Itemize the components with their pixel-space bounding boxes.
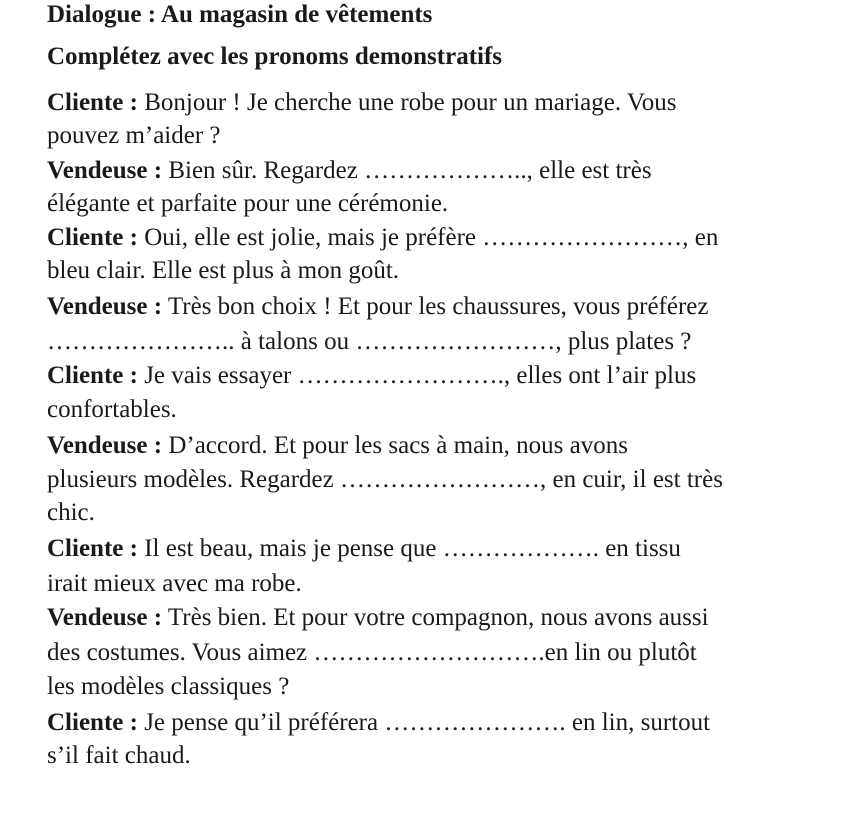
line-text: confortables. bbox=[47, 396, 177, 423]
line-text: Il est beau, mais je pense que ………………. en tissu bbox=[137, 535, 681, 562]
line-text: irait mieux avec ma robe. bbox=[47, 570, 302, 597]
dialogue-line bbox=[47, 465, 723, 495]
instruction-heading: Complétez avec les pronoms demonstratifs bbox=[47, 43, 503, 70]
line-text: des costumes. Vous aimez ……………………….en lin ou plutôt bbox=[47, 639, 697, 666]
dialogue-line bbox=[47, 498, 95, 528]
dialogue-line bbox=[47, 741, 191, 771]
line-text: bleu clair. Elle est plus à mon goût. bbox=[47, 257, 400, 284]
dialogue-line bbox=[47, 708, 710, 738]
speaker-label: Vendeuse : bbox=[47, 604, 163, 631]
dialogue-line bbox=[47, 189, 448, 219]
dialogue-line bbox=[47, 223, 718, 253]
dialogue-line bbox=[47, 431, 628, 461]
speaker-label: Cliente : bbox=[47, 362, 138, 389]
dialogue-line bbox=[47, 569, 302, 599]
line-text: chic. bbox=[47, 499, 95, 526]
dialogue-line bbox=[47, 672, 289, 702]
dialogue-line bbox=[47, 395, 177, 425]
line-text: Je vais essayer ……………………., elles ont l’air plus bbox=[137, 362, 697, 389]
line-text: Très bon choix ! Et pour les chaussures, vous préférez bbox=[162, 293, 709, 320]
dialogue-line bbox=[47, 292, 709, 322]
line-text: Oui, elle est jolie, mais je préfère ……………………, en bbox=[137, 224, 719, 251]
dialogue-line bbox=[47, 156, 652, 186]
line-text: Bien sûr. Regardez ……………….., elle est très bbox=[162, 157, 652, 184]
line-text: pouvez m’aider ? bbox=[47, 122, 221, 149]
line-text: ………………….. à talons ou ……………………, plus plates ? bbox=[47, 328, 692, 355]
line-text: élégante et parfaite pour une cérémonie. bbox=[47, 190, 449, 217]
dialogue-line bbox=[47, 638, 697, 668]
dialogue-line bbox=[47, 121, 221, 151]
speaker-label: Vendeuse : bbox=[47, 432, 163, 459]
dialogue-line bbox=[47, 256, 399, 286]
speaker-label: Cliente : bbox=[47, 535, 138, 562]
speaker-label: Cliente : bbox=[47, 89, 138, 116]
line-text: Très bien. Et pour votre compagnon, nous avons aussi bbox=[162, 604, 709, 631]
dialogue-line bbox=[47, 534, 681, 564]
line-text: D’accord. Et pour les sacs à main, nous avons bbox=[162, 432, 628, 459]
dialogue-line bbox=[47, 361, 696, 391]
dialogue-line bbox=[47, 327, 691, 357]
line-text: plusieurs modèles. Regardez ……………………, en cuir, il est très bbox=[47, 466, 723, 493]
speaker-label: Vendeuse : bbox=[47, 157, 163, 184]
document-title: Dialogue : Au magasin de vêtements bbox=[47, 1, 433, 28]
line-text: les modèles classiques ? bbox=[47, 673, 290, 700]
dialogue-line bbox=[47, 88, 676, 118]
line-text: s’il fait chaud. bbox=[47, 742, 191, 769]
line-text: Bonjour ! Je cherche une robe pour un mariage. Vous bbox=[137, 89, 677, 116]
speaker-label: Cliente : bbox=[47, 709, 138, 736]
line-text: Je pense qu’il préférera …………………. en lin, surtout bbox=[137, 709, 711, 736]
speaker-label: Vendeuse : bbox=[47, 293, 163, 320]
dialogue-line bbox=[47, 603, 709, 633]
speaker-label: Cliente : bbox=[47, 224, 138, 251]
